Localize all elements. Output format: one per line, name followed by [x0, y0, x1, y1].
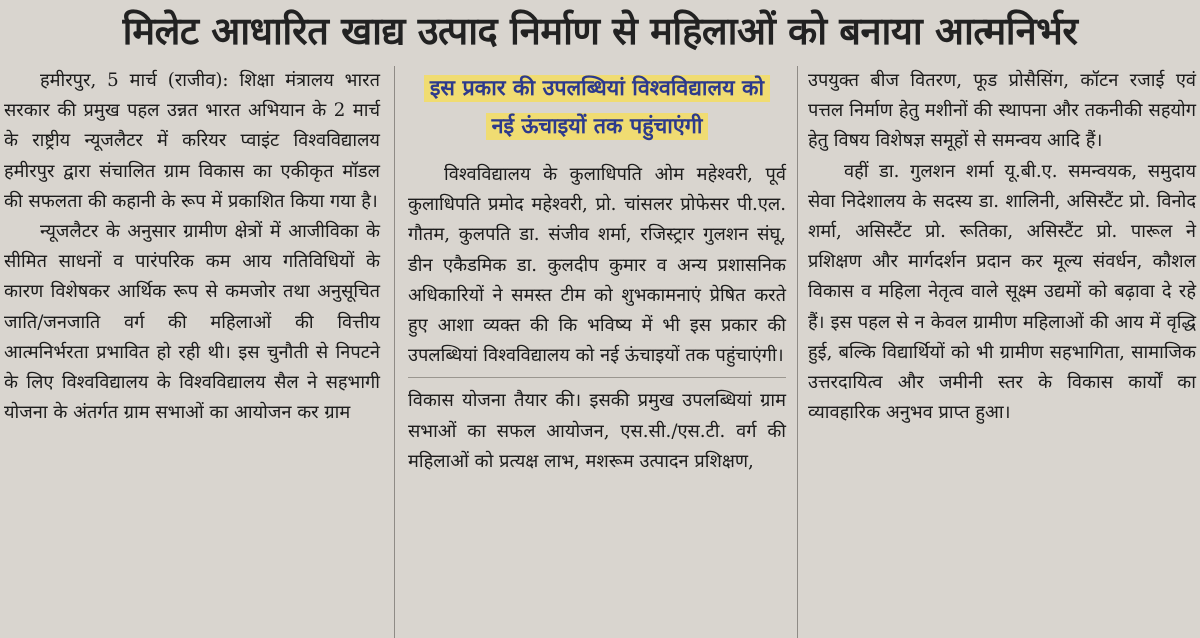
col1-paragraph-2: न्यूजलैटर के अनुसार ग्रामीण क्षेत्रों में आजीविका के सीमित साधनों व पारंपरिक कम आय गतिविधियों के कारण विशेषकर आर्थिक रूप से कमजोर तथा अनुसूचित जाति/जनजाति वर्ग की महिलाओं की वित्तीय आत्मनिर्भरता प्रभावित हो रही थी। इस चुनौती से निपटने के लिए विश्वविद्यालय के विश्वविद्यालय सैल ने सहभागी योजना के अंतर्गत ग्राम सभाओं का आयोजन कर ग्राम: [4, 221, 380, 424]
col2-paragraph-1: विश्वविद्यालय के कुलाधिपति ओम महेश्वरी, पूर्व कुलाधिपति प्रमोद महेश्वरी, प्रो. चांसलर प्रोफेसर पी.एल. गौतम, कुलपति डा. संजीव शर्मा, रजिस्ट्रार गुलशन संघू, डीन एकैडमिक डा. कुलदीप कुमार व अन्य प्रशासनिक अधिकारियों ने समस्त टीम को शुभकामनाएं प्रेषित करते हुए आशा व्यक्त की कि भविष्य में भी इस प्रकार की उपलब्धियां विश्वविद्यालय को नई ऊंचाइयों तक पहुंचाएंगी।: [408, 164, 786, 367]
headline: मिलेट आधारित खाद्य उत्पाद निर्माण से महिलाओं को बनाया आत्मनिर्भर: [122, 9, 1078, 53]
col3-paragraph-2: वहीं डा. गुलशन शर्मा यू.बी.ए. समन्वयक, समुदाय सेवा निदेशालय के सदस्य डा. शालिनी, असिस्टैंट प्रो. विनोद शर्मा, असिस्टैंट प्रो. रूतिका, असिस्टैंट प्रो. पारूल ने प्रशिक्षण और मार्गदर्शन प्रदान कर मूल्य संवर्धन, कौशल विकास व महिला नेतृत्व वाले सूक्ष्म उद्यमों को बढ़ावा दे रहे हैं। इस पहल से न केवल ग्रामीण महिलाओं की आय में वृद्धि हुई, बल्कि विद्यार्थियों को भी ग्रामीण सहभागिता, सामाजिक उत्तरदायित्व और जमीनी स्तर के विकास कार्यों का व्यावहारिक अनुभव प्राप्त हुआ।: [808, 160, 1196, 424]
column-divider-left: [394, 66, 395, 638]
col3-paragraph-1: उपयुक्त बीज वितरण, फूड प्रोसैसिंग, कॉटन रजाई एवं पत्तल निर्माण हेतु मशीनों की स्थापना और तकनीकी सहयोग हेतु विषय विशेषज्ञ समूहों से समन्वय आदि हैं।: [808, 70, 1196, 152]
col1-paragraph-1: हमीरपुर, 5 मार्च (राजीव): शिक्षा मंत्रालय भारत सरकार की प्रमुख पहल उन्नत भारत अभियान के 2 मार्च के राष्ट्रीय न्यूजलैटर में करियर प्वाइंट विश्वविद्यालय हमीरपुर द्वारा संचालित ग्राम विकास का एकीकृत मॉडल की सफलता की कहानी के रूप में प्रकाशित किया गया है।: [4, 70, 380, 212]
col2-paragraph-2: विकास योजना तैयार की। इसकी प्रमुख उपलब्धियां ग्राम सभाओं का सफल आयोजन, एस.सी./एस.टी. वर्ग की महिलाओं को प्रत्यक्ष लाभ, मशरूम उत्पादन प्रशिक्षण,: [408, 390, 786, 472]
column-divider-right: [797, 66, 798, 638]
column-1: [4, 66, 380, 428]
pull-quote: [412, 66, 782, 154]
paragraph-divider: [408, 377, 786, 378]
column-2: [408, 66, 786, 477]
pull-quote-text: इस प्रकार की उपलब्धियां विश्वविद्यालय को नई ऊंचाइयों तक पहुंचाएंगी: [424, 75, 770, 140]
column-3: [808, 66, 1196, 428]
